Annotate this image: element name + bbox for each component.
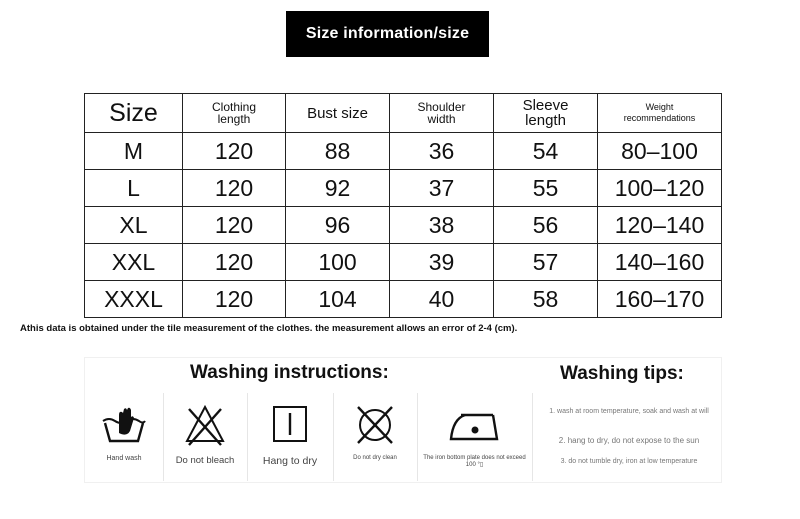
care-label: Do not bleach [175,455,235,466]
header-weight [598,94,722,133]
sleeve-cell: 54 [494,133,598,170]
care-label: Hand wash [106,455,142,462]
hang-dry-icon [270,403,310,447]
tip-item: 2. hang to dry, do not expose to the sun [558,436,700,445]
washing-instructions-title: Washing instructions: [190,362,389,383]
header-shoulder-width [390,94,494,133]
clothing-length-cell: 120 [183,133,286,170]
header-shoulder-width-text: Shoulder width [417,100,466,126]
sleeve-cell: 55 [494,170,598,207]
iron-icon [445,403,505,447]
table-row [85,281,722,318]
header-clothing-length [183,94,286,133]
shoulder-cell: 36 [390,133,494,170]
weight-cell: 140–160 [598,244,722,281]
clothing-length-cell: 120 [183,207,286,244]
care-item-no-dry-clean [333,393,418,481]
bust-cell: 96 [286,207,390,244]
shoulder-cell: 38 [390,207,494,244]
care-item-hand-wash [85,393,164,481]
care-item-hang-dry [247,393,334,481]
care-label: The iron bottom plate does not exceed 100 °▯ [423,455,526,468]
size-cell: XL [85,207,183,244]
sleeve-cell: 58 [494,281,598,318]
table-row [85,207,722,244]
header-weight-text: Weight recommendations [623,102,696,123]
no-dry-clean-icon [352,403,398,449]
size-table [84,93,722,318]
care-item-iron [417,393,533,481]
shoulder-cell: 37 [390,170,494,207]
care-label: Hang to dry [262,455,318,467]
header-size: Size [85,94,183,133]
bust-cell: 92 [286,170,390,207]
weight-cell: 100–120 [598,170,722,207]
size-cell: L [85,170,183,207]
care-item-no-bleach [163,393,248,481]
header-clothing-length-text: Clothing length [211,100,257,126]
hand-wash-icon [99,403,149,447]
sleeve-cell: 57 [494,244,598,281]
tip-item: 1. wash at room temperature, soak and wash at will [549,408,709,415]
header-sleeve-length-text: Sleeve length [522,97,569,129]
no-bleach-icon [183,403,227,447]
table-row [85,133,722,170]
bust-cell: 104 [286,281,390,318]
bust-cell: 100 [286,244,390,281]
header-sleeve-length [494,94,598,133]
weight-cell: 120–140 [598,207,722,244]
weight-cell: 80–100 [598,133,722,170]
page-title [286,11,489,57]
page-title-text: Size information/size [305,25,470,42]
size-cell: XXL [85,244,183,281]
clothing-length-cell: 120 [183,170,286,207]
clothing-length-cell: 120 [183,281,286,318]
table-row [85,244,722,281]
bust-cell: 88 [286,133,390,170]
size-cell: XXXL [85,281,183,318]
shoulder-cell: 39 [390,244,494,281]
clothing-length-cell: 120 [183,244,286,281]
tip-item: 3. do not tumble dry, iron at low temperature [560,458,698,465]
sleeve-cell: 56 [494,207,598,244]
washing-tips-title: Washing tips: [560,363,684,384]
header-bust-size: Bust size [286,94,390,133]
weight-cell: 160–170 [598,281,722,318]
shoulder-cell: 40 [390,281,494,318]
washing-panel [84,357,722,483]
table-row [85,170,722,207]
care-label: Do not dry clean [353,455,397,461]
table-header-row [85,94,722,133]
measurement-note: Athis data is obtained under the tile measurement of the clothes. the measurement allows an error of 2-4 (cm). [20,323,518,334]
size-cell: M [85,133,183,170]
